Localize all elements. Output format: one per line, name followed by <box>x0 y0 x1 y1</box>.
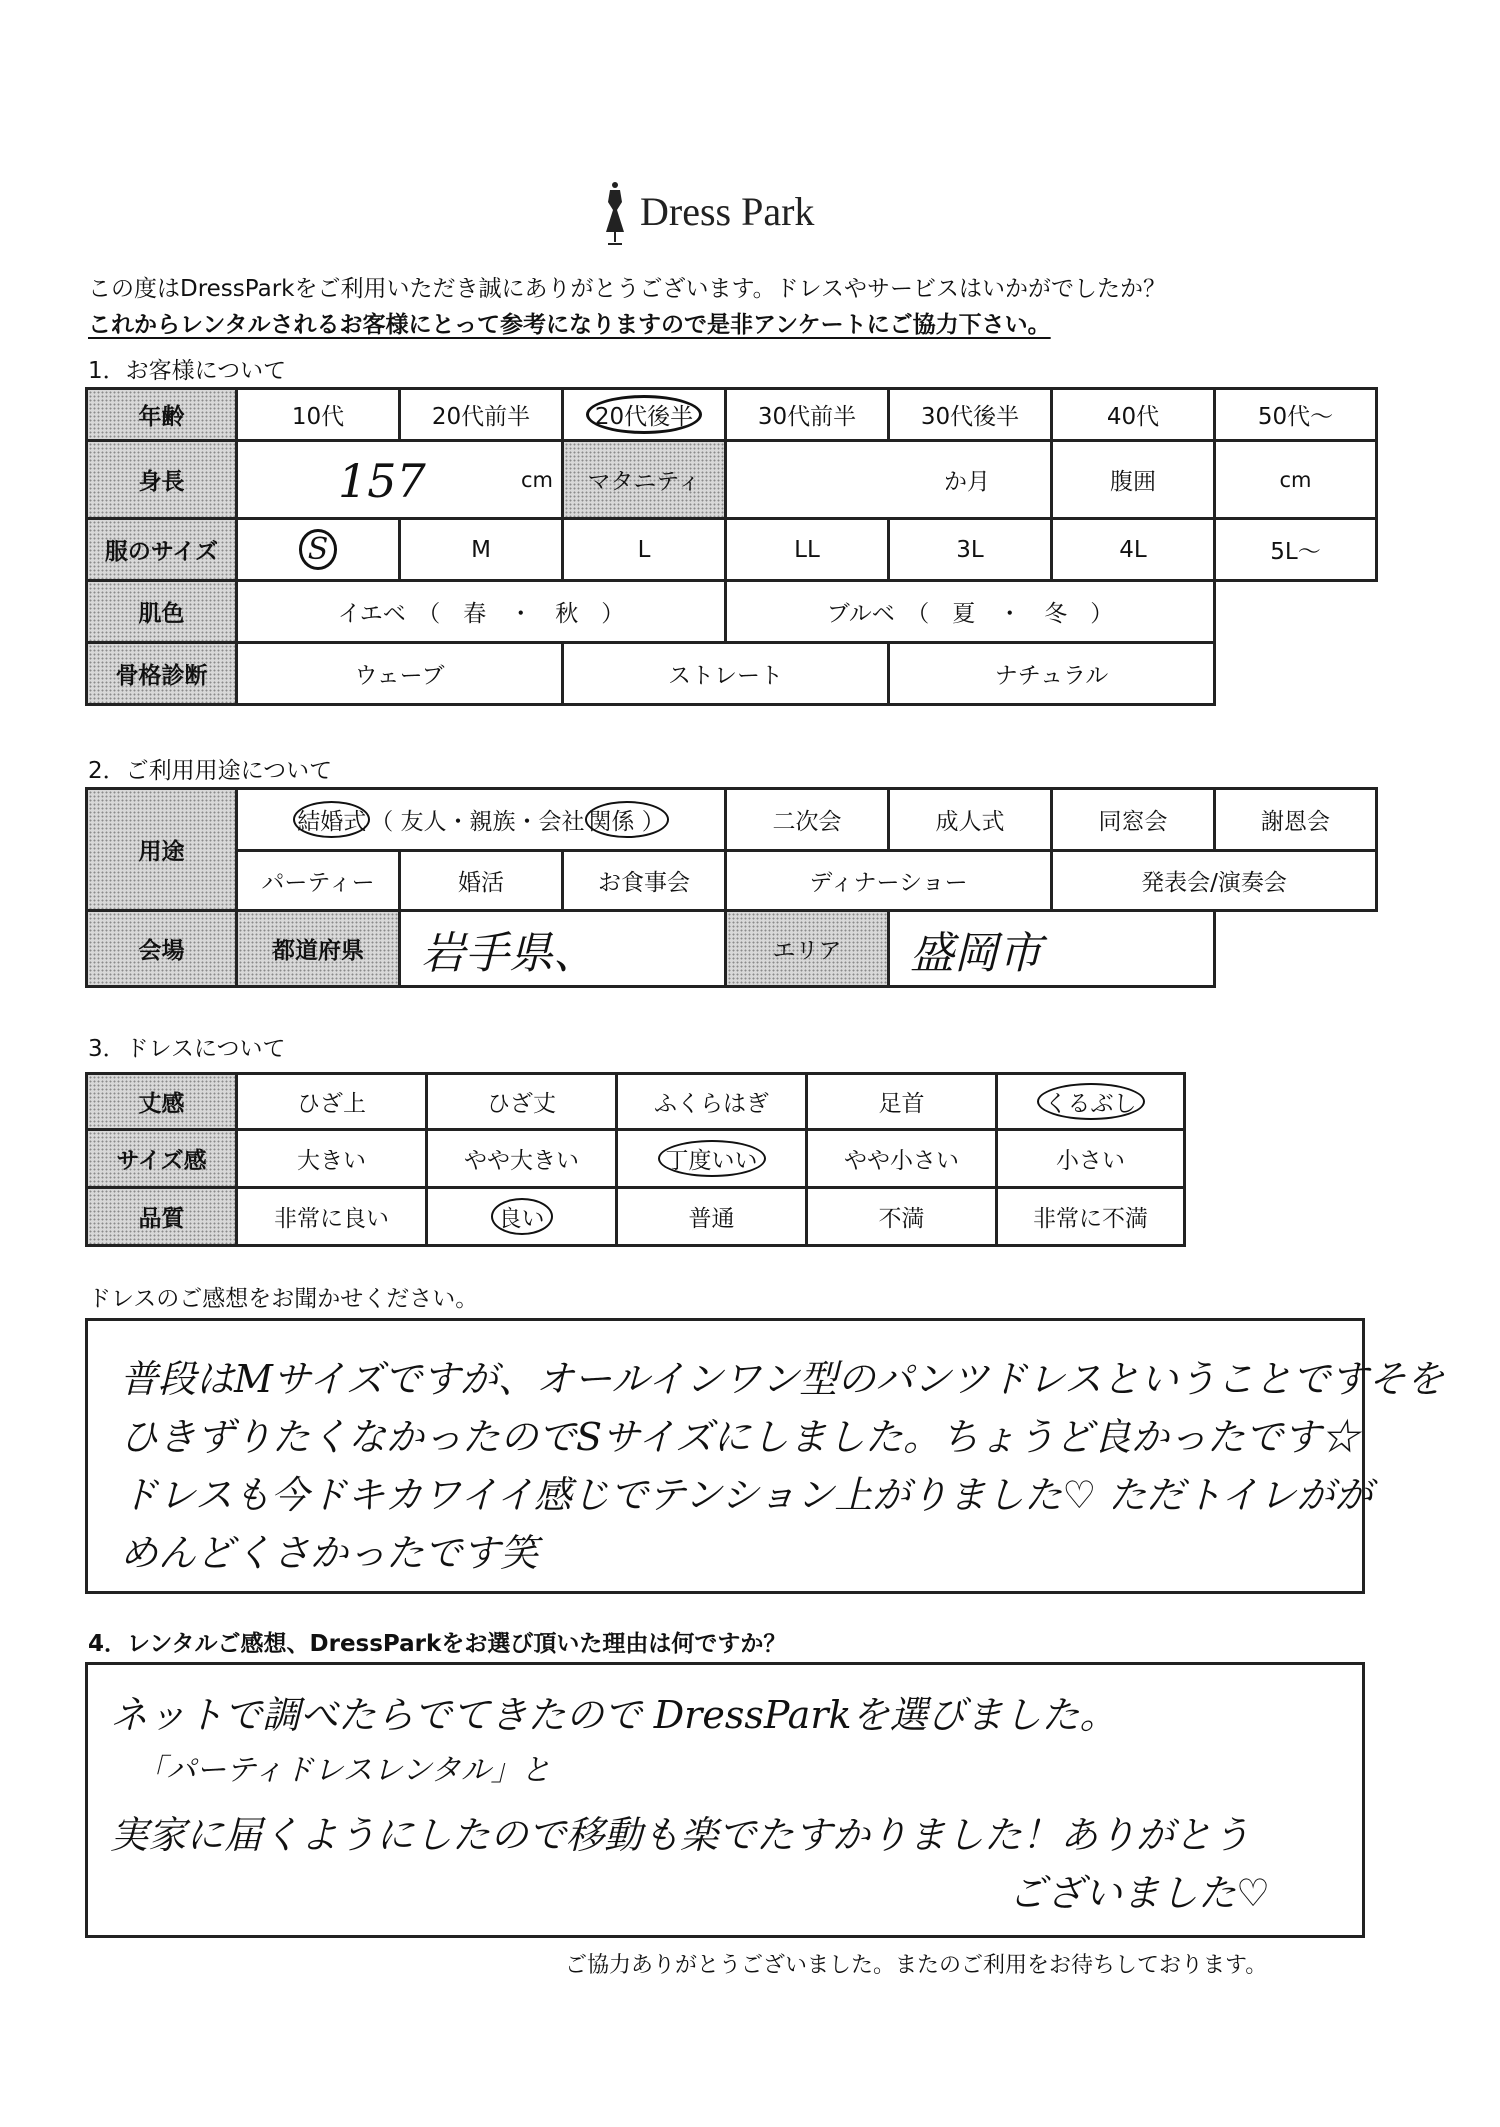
purpose-option[interactable]: 同窓会 <box>1052 789 1215 851</box>
height-unit: cm <box>520 468 553 492</box>
fit-option[interactable]: やや小さい <box>807 1130 997 1188</box>
prefecture-label: 都道府県 <box>237 911 400 987</box>
fit-option-selected[interactable] <box>617 1130 807 1188</box>
size-option[interactable]: 3L <box>889 519 1052 581</box>
skin-blue[interactable]: ブルベ （ 夏 ・ 冬 ） <box>726 581 1215 643</box>
purpose-row-2 <box>87 851 1377 911</box>
dress-comment-line: ドレスも今ドキカワイイ感じでテンション上がりました♡ ただトイレがが <box>120 1473 1373 1517</box>
purpose-row-1 <box>87 789 1377 851</box>
fit-option[interactable]: 大きい <box>237 1130 427 1188</box>
empty-cell <box>1215 643 1377 705</box>
purpose-option[interactable]: 婚活 <box>400 851 563 911</box>
size-option[interactable]: 4L <box>1052 519 1215 581</box>
fit-option[interactable]: 小さい <box>997 1130 1185 1188</box>
length-label: 丈感 <box>87 1074 237 1130</box>
age-option[interactable]: 10代 <box>237 389 400 441</box>
selected-length: くるぶし <box>1037 1083 1145 1120</box>
area-value[interactable]: 盛岡市 <box>889 911 1215 987</box>
skin-yellow[interactable]: イエベ （ 春 ・ 秋 ） <box>237 581 726 643</box>
wedding-option[interactable] <box>237 789 726 851</box>
age-label: 年齢 <box>87 389 237 441</box>
skin-label: 肌色 <box>87 581 237 643</box>
customer-table <box>85 387 1378 706</box>
company-selected: 関係 ） <box>585 801 669 838</box>
purpose-option[interactable]: ディナーショー <box>726 851 1052 911</box>
rental-comment-line: ございました♡ <box>1008 1871 1271 1915</box>
dress-comment-line: めんどくさかったです笑 <box>120 1531 539 1575</box>
empty-cell <box>1215 581 1377 643</box>
dress-comment-prompt: ドレスのご感想をお聞かせください。 <box>88 1286 479 1312</box>
purpose-table <box>85 787 1378 988</box>
maternity-label: マタニティ <box>563 441 726 519</box>
length-option[interactable]: ふくらはぎ <box>617 1074 807 1130</box>
age-row <box>87 389 1377 441</box>
rental-comment-box[interactable] <box>85 1662 1365 1938</box>
purpose-option[interactable]: 発表会/演奏会 <box>1052 851 1377 911</box>
size-option[interactable]: 5L～ <box>1215 519 1377 581</box>
quality-option[interactable]: 不満 <box>807 1188 997 1246</box>
dress-comment-line: 普段はMサイズですが、オールインワン型のパンツドレスということですそを <box>120 1357 1445 1401</box>
purpose-option[interactable]: 謝恩会 <box>1215 789 1377 851</box>
purpose-option[interactable]: パーティー <box>237 851 400 911</box>
dress-form-icon <box>600 180 630 250</box>
quality-option[interactable]: 普通 <box>617 1188 807 1246</box>
skeleton-label: 骨格診断 <box>87 643 237 705</box>
wedding-selected: 結婚式 <box>293 801 370 838</box>
skeleton-option[interactable]: ウェーブ <box>237 643 563 705</box>
length-option[interactable]: ひざ上 <box>237 1074 427 1130</box>
length-option[interactable]: 足首 <box>807 1074 997 1130</box>
purpose-option[interactable]: 成人式 <box>889 789 1052 851</box>
rental-comment-line: 実家に届くようにしたので移動も楽でたすかりました！ありがとう <box>110 1813 1251 1857</box>
quality-option[interactable]: 非常に良い <box>237 1188 427 1246</box>
rental-comment-prompt: 4．レンタルご感想、DressParkをお選び頂いた理由は何ですか？ <box>88 1631 787 1657</box>
age-option[interactable]: 50代～ <box>1215 389 1377 441</box>
age-option-selected[interactable] <box>563 389 726 441</box>
brand-logo <box>600 180 900 250</box>
waist-unit[interactable]: cm <box>1215 441 1377 519</box>
logo-text: Dress Park <box>640 189 815 234</box>
purpose-option[interactable]: お食事会 <box>563 851 726 911</box>
waist-label: 腹囲 <box>1052 441 1215 519</box>
section1-title: 1．お客様について <box>88 358 287 384</box>
dress-comment-line: ひきずりたくなかったのでSサイズにしました。ちょうど良かったです☆ <box>120 1415 1359 1459</box>
area-label: エリア <box>726 911 889 987</box>
selected-size: S <box>299 529 338 570</box>
footer-thanks: ご協力ありがとうございました。またのご利用をお待ちしております。 <box>565 1953 1268 1978</box>
height-row <box>87 441 1377 519</box>
height-label: 身長 <box>87 441 237 519</box>
rental-comment-line: ネットで調べたらでてきたので DressParkを選びました。 <box>110 1693 1118 1737</box>
size-option[interactable]: M <box>400 519 563 581</box>
skeleton-row <box>87 643 1377 705</box>
skeleton-option[interactable]: ナチュラル <box>889 643 1215 705</box>
prefecture-value[interactable]: 岩手県、 <box>400 911 726 987</box>
purpose-option[interactable]: 二次会 <box>726 789 889 851</box>
quality-option[interactable]: 非常に不満 <box>997 1188 1185 1246</box>
wedding-relation: （ 友人・親族・会社 <box>370 809 585 835</box>
age-option[interactable]: 30代前半 <box>726 389 889 441</box>
dress-comment-box[interactable] <box>85 1318 1445 1594</box>
age-option[interactable]: 30代後半 <box>889 389 1052 441</box>
length-option-selected[interactable] <box>997 1074 1185 1130</box>
empty-cell <box>1215 911 1377 987</box>
skeleton-option[interactable]: ストレート <box>563 643 889 705</box>
size-row <box>87 519 1377 581</box>
quality-option-selected[interactable] <box>427 1188 617 1246</box>
selected-fit: 丁度いい <box>658 1140 766 1177</box>
quality-row <box>87 1188 1185 1246</box>
dress-table <box>85 1072 1186 1247</box>
venue-label: 会場 <box>87 911 237 987</box>
selected-quality: 良い <box>491 1198 553 1235</box>
rental-comment-line: 「パーティドレスレンタル」と <box>136 1753 551 1788</box>
size-label: 服のサイズ <box>87 519 237 581</box>
purpose-label: 用途 <box>87 789 237 911</box>
age-option[interactable]: 20代前半 <box>400 389 563 441</box>
fit-option[interactable]: やや大きい <box>427 1130 617 1188</box>
size-option[interactable]: L <box>563 519 726 581</box>
section2-title: 2．ご利用用途について <box>88 758 333 784</box>
quality-label: 品質 <box>87 1188 237 1246</box>
height-field[interactable] <box>237 441 563 519</box>
maternity-months[interactable]: か月 <box>726 441 1052 519</box>
length-option[interactable]: ひざ丈 <box>427 1074 617 1130</box>
venue-row <box>87 911 1377 987</box>
intro-line-1: この度はDressParkをご利用いただき誠にありがとうございます。ドレスやサービスはいかがでしたか？ <box>88 276 1166 302</box>
age-option[interactable]: 40代 <box>1052 389 1215 441</box>
height-value: 157 <box>338 454 426 508</box>
section3-title: 3．ドレスについて <box>88 1036 286 1062</box>
size-option-selected[interactable] <box>237 519 400 581</box>
intro-line-2: これからレンタルされるお客様にとって参考になりますので是非アンケートにご協力下さい。 <box>88 312 1051 338</box>
fit-row <box>87 1130 1185 1188</box>
skin-row <box>87 581 1377 643</box>
selected-age: 20代後半 <box>586 395 702 434</box>
size-option[interactable]: LL <box>726 519 889 581</box>
length-row <box>87 1074 1185 1130</box>
fit-label: サイズ感 <box>87 1130 237 1188</box>
